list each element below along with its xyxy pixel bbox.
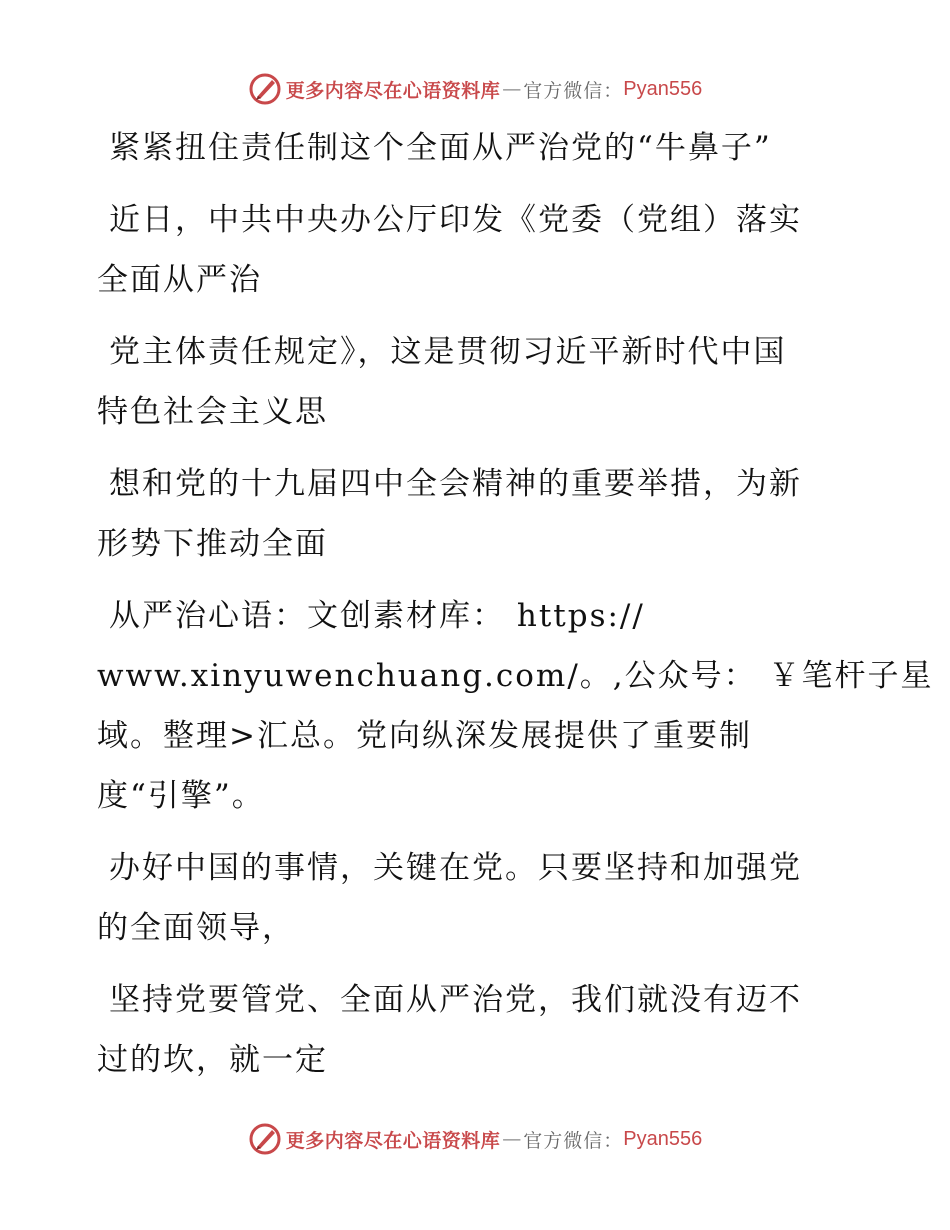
footer-banner [0, 1122, 950, 1156]
paragraph-line: 党主体责任规定》，这是贯彻习近平新时代中国 [109, 334, 787, 370]
header-banner [0, 72, 950, 106]
banner-account: Pyan556 [623, 1127, 703, 1150]
document-title: 紧紧扭住责任制这个全面从严治党的“牛鼻子” [109, 130, 772, 166]
paragraph-line: 的全面领导， [97, 910, 295, 946]
paragraph-line: 坚持党要管党、全面从严治党，我们就没有迈不 [109, 982, 802, 1018]
paragraph-line: 想和党的十九届四中全会精神的重要举措，为新 [109, 466, 802, 502]
banner-account: Pyan556 [623, 77, 703, 100]
paragraph-line: 度“引擎”。 [97, 778, 265, 814]
paragraph-line: 全面从严治 [97, 262, 262, 298]
banner-site-text: 更多内容尽在心语资料库 [285, 1129, 501, 1152]
document-body [97, 118, 934, 1090]
paragraph-line: 特色社会主义思 [97, 394, 328, 430]
banner-dash: — [502, 78, 522, 100]
paragraph-line: 办好中国的事情，关键在党。只要坚持和加强党 [109, 850, 802, 886]
quill-pen-logo-icon [248, 72, 282, 106]
banner-label: 官方微信： [523, 1129, 624, 1152]
paragraph-line: www.xinyuwenchuang.com/。,公众号： ￥笔杆子星 [97, 658, 934, 694]
paragraph-line: 过的坎，就一定 [97, 1042, 328, 1078]
banner-site-text: 更多内容尽在心语资料库 [285, 79, 501, 102]
paragraph-line: 域。整理>汇总。党向纵深发展提供了重要制 [97, 718, 752, 754]
paragraph-line: 形势下推动全面 [97, 526, 328, 562]
banner-dash: — [502, 1128, 522, 1150]
paragraph-line: 从严治心语：文创素材库： https:// [109, 598, 645, 634]
banner-label: 官方微信： [523, 79, 624, 102]
quill-pen-logo-icon [248, 1122, 282, 1156]
paragraph-line: 近日，中共中央办公厅印发《党委（党组）落实 [109, 202, 802, 238]
